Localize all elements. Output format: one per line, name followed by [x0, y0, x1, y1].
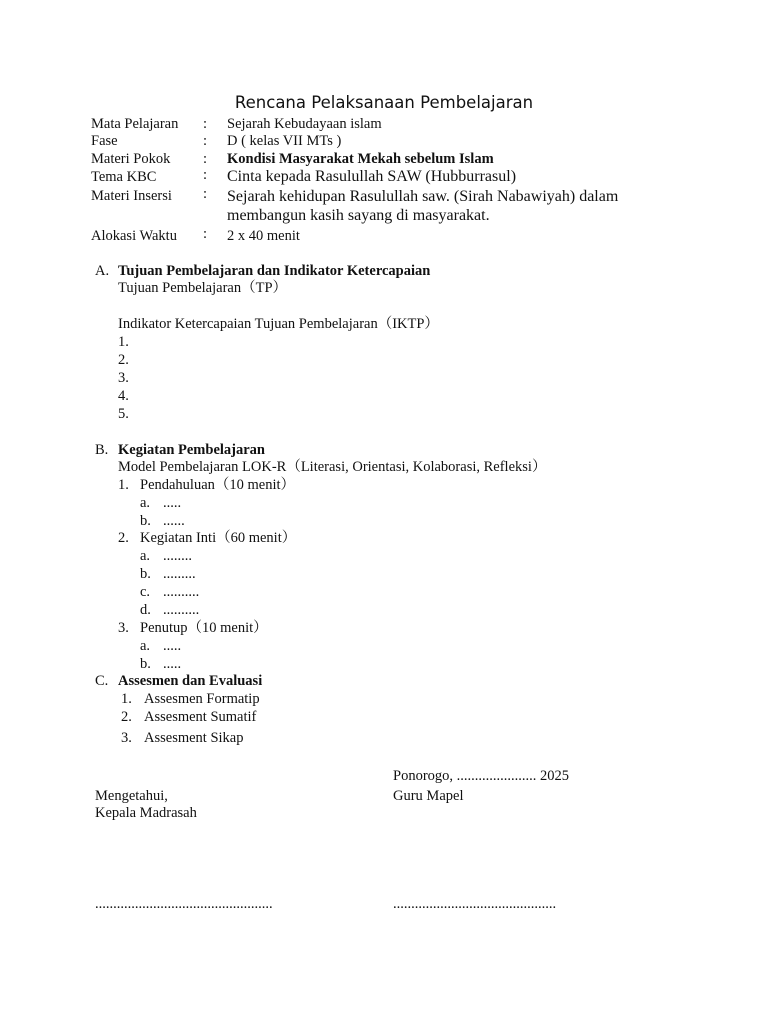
section-a-heading: Tujuan Pembelajaran dan Indikator Ketercapaian	[118, 263, 431, 279]
step-number: 1.	[118, 477, 129, 493]
section-a-letter: A.	[95, 263, 110, 279]
signature-right-dots: .............................................	[393, 896, 557, 912]
sub-text: ..........	[163, 602, 200, 618]
info-label-fase: Fase	[91, 133, 118, 149]
assessment-label: Assesment Sikap	[144, 730, 244, 746]
info-label-mata-pelajaran: Mata Pelajaran	[91, 116, 179, 132]
section-c-letter: C.	[95, 673, 109, 689]
model-label: Model Pembelajaran LOK-R（Literasi, Orientasi, Kolaborasi, Refleksi）	[118, 459, 547, 475]
sub-letter: b.	[140, 656, 151, 672]
info-colon: :	[203, 133, 208, 149]
step-label: Pendahuluan（10 menit）	[140, 477, 296, 493]
place-date: Ponorogo, ...................... 2025	[393, 768, 570, 784]
info-value-materi-insersi-line2: membangun kasih sayang di masyarakat.	[227, 207, 490, 224]
step-label: Penutup（10 menit）	[140, 620, 268, 636]
sub-letter: c.	[140, 584, 151, 600]
sub-text: ..........	[163, 584, 200, 600]
sub-text: .....	[163, 656, 182, 672]
sub-letter: b.	[140, 513, 151, 529]
info-colon: :	[203, 226, 208, 242]
sub-letter: a.	[140, 495, 151, 511]
sub-text: ......	[163, 513, 185, 529]
section-c-heading: Assesmen dan Evaluasi	[118, 673, 263, 689]
sub-letter: d.	[140, 602, 151, 618]
info-value-fase: D ( kelas VII MTs )	[227, 133, 342, 149]
sub-text: .....	[163, 638, 182, 654]
sub-text: .........	[163, 566, 196, 582]
info-value-materi-pokok: Kondisi Masyarakat Mekah sebelum Islam	[227, 151, 494, 167]
sub-letter: a.	[140, 548, 151, 564]
assessment-number: 2.	[121, 709, 132, 725]
assessment-label: Assesment Sumatif	[144, 709, 257, 725]
step-number: 2.	[118, 530, 129, 546]
sub-text: ........	[163, 548, 192, 564]
info-colon: :	[203, 151, 208, 167]
info-colon: :	[203, 167, 208, 183]
info-label-alokasi-waktu: Alokasi Waktu	[91, 228, 177, 244]
info-label-materi-insersi: Materi Insersi	[91, 188, 172, 204]
section-b-letter: B.	[95, 442, 109, 458]
iktp-item: 5.	[118, 406, 129, 422]
step-label: Kegiatan Inti（60 menit）	[140, 530, 297, 546]
sub-text: .....	[163, 495, 182, 511]
assessment-label: Assesmen Formatip	[144, 691, 260, 707]
page-title: Rencana Pelaksanaan Pembelajaran	[234, 93, 534, 112]
info-label-tema-kbc: Tema KBC	[91, 169, 157, 185]
sub-letter: b.	[140, 566, 151, 582]
iktp-item: 1.	[118, 334, 129, 350]
iktp-label: Indikator Ketercapaian Tujuan Pembelajaran（IKTP）	[118, 316, 439, 332]
section-b-heading: Kegiatan Pembelajaran	[118, 442, 265, 458]
info-value-alokasi-waktu: 2 x 40 menit	[227, 228, 300, 244]
signature-left-line2: Kepala Madrasah	[95, 805, 197, 821]
info-value-materi-insersi: Sejarah kehidupan Rasulullah saw. (Sirah Nabawiyah) dalam	[227, 188, 619, 205]
signature-left-dots: .................................................	[95, 896, 273, 912]
info-value-mata-pelajaran: Sejarah Kebudayaan islam	[227, 116, 382, 132]
tp-label: Tujuan Pembelajaran（TP）	[118, 280, 288, 296]
iktp-item: 2.	[118, 352, 129, 368]
iktp-item: 4.	[118, 388, 129, 404]
step-number: 3.	[118, 620, 129, 636]
info-colon: :	[203, 116, 208, 132]
sub-letter: a.	[140, 638, 151, 654]
info-value-tema-kbc: Cinta kepada Rasulullah SAW (Hubburrasul)	[227, 168, 517, 185]
info-colon: :	[203, 186, 208, 202]
signature-left-line1: Mengetahui,	[95, 788, 168, 804]
signature-right-line1: Guru Mapel	[393, 788, 464, 804]
info-label-materi-pokok: Materi Pokok	[91, 151, 171, 167]
iktp-item: 3.	[118, 370, 129, 386]
assessment-number: 1.	[121, 691, 132, 707]
assessment-number: 3.	[121, 730, 132, 746]
